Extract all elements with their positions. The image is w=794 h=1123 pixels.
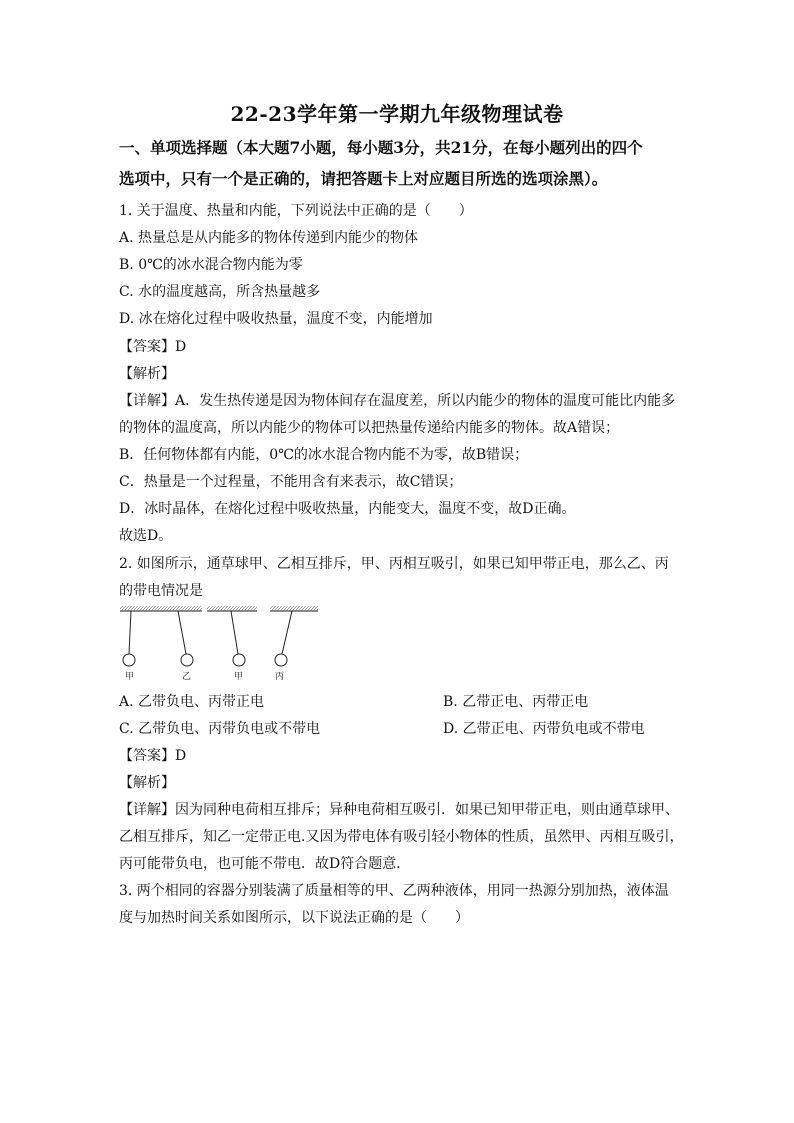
q2-answer: 【答案】D xyxy=(119,748,187,764)
section-heading-line-2: 选项中，只有一个是正确的，请把答题卡上对应题目所选的选项涂黑）。 xyxy=(119,169,608,188)
q2-stem-line-1: 2. 如图所示，通草球甲、乙相互排斥，甲、丙相互吸引，如果已知甲带正电，那么乙、丙 xyxy=(119,556,669,572)
q2-analysis-label: 【解析】 xyxy=(119,775,175,791)
q1-detail-line: C．热量是一个过程量，不能用含有来表示，故C错误； xyxy=(119,474,463,490)
label-bing: 丙 xyxy=(275,672,285,682)
q2-option-d: D. 乙带正电、丙带负电或不带电 xyxy=(443,721,645,737)
support-bar-3 xyxy=(270,606,318,611)
ball-jia-1 xyxy=(123,654,135,666)
q1-detail-line: D．冰时晶体，在熔化过程中吸收热量，内能变大，温度不变，故D正确。 xyxy=(119,501,576,517)
q2-option-a: A. 乙带负电、丙带正电 xyxy=(119,694,265,710)
q3-stem-line-2: 度与加热时间关系如图所示，以下说法正确的是（ ） xyxy=(119,910,469,926)
ball-jia-2 xyxy=(233,654,245,666)
q1-option-a: A. 热量总是从内能多的物体传递到内能少的物体 xyxy=(119,230,419,246)
q2-option-c: C. 乙带负电、丙带负电或不带电 xyxy=(119,721,321,737)
label-yi: 乙 xyxy=(182,672,192,682)
support-bar-1 xyxy=(120,606,202,611)
q3-stem-line-1: 3. 两个相同的容器分别装满了质量相等的甲、乙两种液体，用同一热源分别加热，液体温 xyxy=(119,883,669,899)
q1-detail-line: 【详解】A．发生热传递是因为物体间存在温度差，所以内能少的物体的温度可能比内能多 xyxy=(119,393,676,409)
q1-detail-line: 的物体的温度高，所以内能少的物体可以把热量传递给内能多的物体。故A错误； xyxy=(119,420,620,436)
pith-ball-figure xyxy=(118,604,328,684)
label-jia-2: 甲 xyxy=(234,672,244,682)
label-jia-1: 甲 xyxy=(125,672,135,682)
support-bar-2 xyxy=(207,606,257,611)
ball-bing xyxy=(275,654,287,666)
thread-yi xyxy=(178,611,186,654)
q2-stem-line-2: 的带电情况是 xyxy=(119,583,203,599)
q1-option-b: B. 0℃的冰水混合物内能为零 xyxy=(119,257,303,273)
q1-option-c: C. 水的温度越高，所含热量越多 xyxy=(119,284,321,300)
q2-detail-line: 丙可能带负电，也可能不带电．故D符合题意． xyxy=(119,856,411,872)
thread-bing xyxy=(282,611,292,654)
q2-detail-line: 乙相互排斥，知乙一定带正电.又因为带电体有吸引轻小物体的性质，虽然甲、丙相互吸引， xyxy=(119,829,684,845)
q2-option-b: B. 乙带正电、丙带正电 xyxy=(443,694,589,710)
q1-stem: 1. 关于温度、热量和内能，下列说法中正确的是（ ） xyxy=(119,203,473,219)
thread-jia-1 xyxy=(129,611,131,654)
thread-jia-2 xyxy=(231,611,238,654)
q1-analysis-label: 【解析】 xyxy=(119,366,175,382)
section-heading-line-1: 一、单项选择题（本大题7小题，每小题3分，共21分，在每小题列出的四个 xyxy=(119,138,643,157)
q1-answer: 【答案】D xyxy=(119,339,187,355)
q1-detail-line: 故选D。 xyxy=(119,528,173,544)
ball-yi xyxy=(181,654,193,666)
q2-detail-line: 【详解】因为同种电荷相互排斥；异种电荷相互吸引．如果已知甲带正电，则由通草球甲、 xyxy=(119,802,679,818)
q1-option-d: D. 冰在熔化过程中吸收热量，温度不变，内能增加 xyxy=(119,311,433,327)
q1-detail-line: B．任何物体都有内能，0℃的冰水混合物内能不为零，故B错误； xyxy=(119,447,529,463)
page-title: 22-23学年第一学期九年级物理试卷 xyxy=(230,102,564,126)
